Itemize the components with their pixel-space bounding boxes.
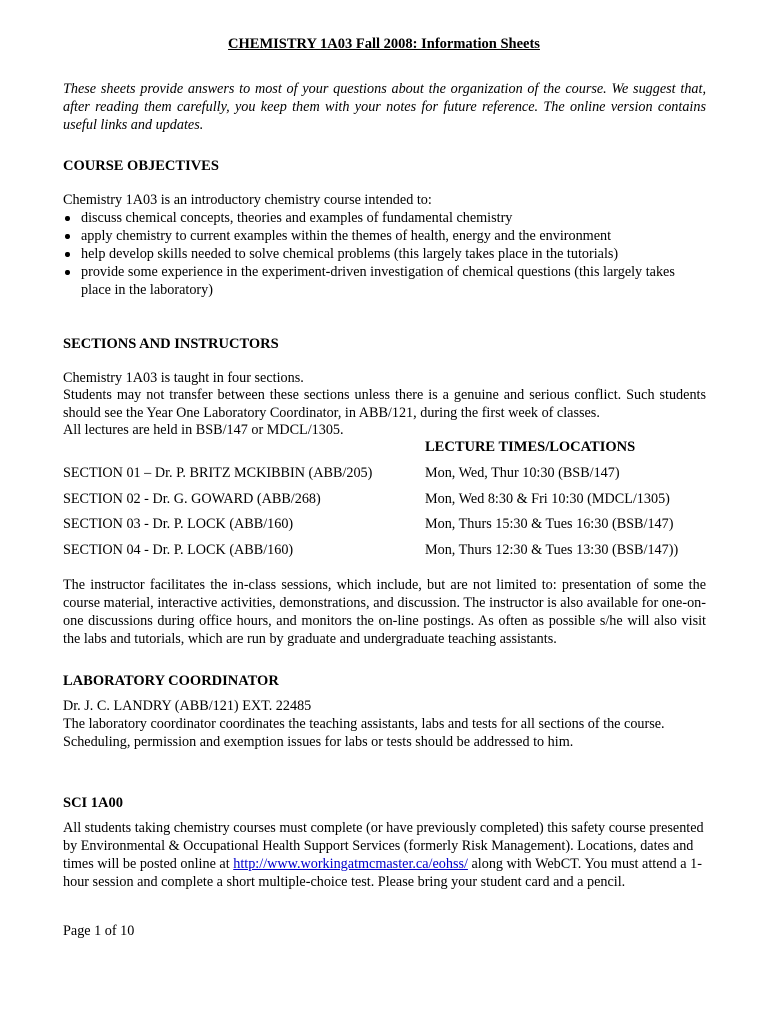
bullet-icon — [65, 252, 70, 257]
section-name: SECTION 01 – Dr. P. BRITZ MCKIBBIN (ABB/205) — [63, 465, 373, 481]
list-item: help develop skills needed to solve chemical problems (this largely takes place in the tutorials) — [63, 245, 706, 263]
table-row — [63, 541, 706, 559]
section-name: SECTION 02 - Dr. G. GOWARD (ABB/268) — [63, 491, 321, 507]
lab-coordinator-contact: Dr. J. C. LANDRY (ABB/121) EXT. 22485 — [63, 698, 312, 714]
eohss-link[interactable]: http://www.workingatmcmaster.ca/eohss/ — [233, 856, 468, 872]
list-item: apply chemistry to current examples within the themes of health, energy and the environment — [63, 227, 706, 245]
sections-lectures-line: All lectures are held in BSB/147 or MDCL/1305. — [63, 422, 344, 438]
instructor-paragraph: The instructor facilitates the in-class sessions, which include, but are not limited to: presentation of some the course material, interactive activities, demonstrations, and discussion. The instructor is also available for one-on-one discussions during office hours, and monitors the on-line postings. As often as possible s/he will also visit the labs and tutorials, which are run by graduate and undergraduate teaching assistants. — [63, 577, 706, 647]
page-number: Page 1 of 10 — [63, 923, 135, 939]
lab-coordinator-heading: LABORATORY COORDINATOR — [63, 673, 279, 689]
bullet-icon — [65, 234, 70, 239]
sci-paragraph: All students taking chemistry courses must complete (or have previously completed) this safety course presented by Environmental & Occupational Health Support Services (formerly Risk Management). Locations, dates and times will be posted online at http://www.workingatmcmaster.ca/eohss/ along with WebCT. You must attend a 1-hour session and complete a short multiple-choice test. Please bring your student card and a pencil. — [63, 820, 704, 890]
list-item: discuss chemical concepts, theories and examples of fundamental chemistry — [63, 209, 706, 227]
lab-coordinator-paragraph: The laboratory coordinator coordinates the teaching assistants, labs and tests for all sections of the course. Scheduling, permission and exemption issues for labs or tests should be addressed to him. — [63, 716, 665, 750]
lecture-times-header: LECTURE TIMES/LOCATIONS — [425, 439, 636, 455]
sci-heading: SCI 1A00 — [63, 795, 124, 811]
section-name: SECTION 03 - Dr. P. LOCK (ABB/160) — [63, 516, 294, 532]
document-title: CHEMISTRY 1A03 Fall 2008: Information Sheets — [228, 36, 540, 52]
intro-paragraph: These sheets provide answers to most of your questions about the organization of the course. We suggest that, after reading them carefully, you keep them with your notes for future reference. The online version contains useful links and updates. — [63, 81, 706, 133]
sections-transfer-paragraph: Students may not transfer between these sections unless there is a genuine and serious conflict. Such students should see the Year One Laboratory Coordinator, in ABB/121, during the first week of classes. — [63, 387, 706, 421]
section-time: Mon, Wed 8:30 & Fri 10:30 (MDCL/1305) — [425, 491, 670, 507]
bullet-icon — [65, 216, 70, 221]
table-row — [63, 464, 706, 482]
sections-heading: SECTIONS AND INSTRUCTORS — [63, 336, 279, 352]
objectives-list — [63, 209, 706, 299]
section-name: SECTION 04 - Dr. P. LOCK (ABB/160) — [63, 542, 294, 558]
course-objectives-lead: Chemistry 1A03 is an introductory chemistry course intended to: — [63, 192, 432, 208]
sections-intro-line: Chemistry 1A03 is taught in four sections. — [63, 370, 304, 386]
list-item: provide some experience in the experiment-driven investigation of chemical questions (this largely takes place in the laboratory) — [63, 263, 706, 299]
table-row — [63, 515, 706, 533]
section-time: Mon, Wed, Thur 10:30 (BSB/147) — [425, 465, 620, 481]
section-time: Mon, Thurs 12:30 & Tues 13:30 (BSB/147)) — [425, 542, 679, 558]
bullet-icon — [65, 270, 70, 275]
course-objectives-heading: COURSE OBJECTIVES — [63, 158, 219, 174]
table-row — [63, 490, 706, 508]
section-time: Mon, Thurs 15:30 & Tues 16:30 (BSB/147) — [425, 516, 674, 532]
